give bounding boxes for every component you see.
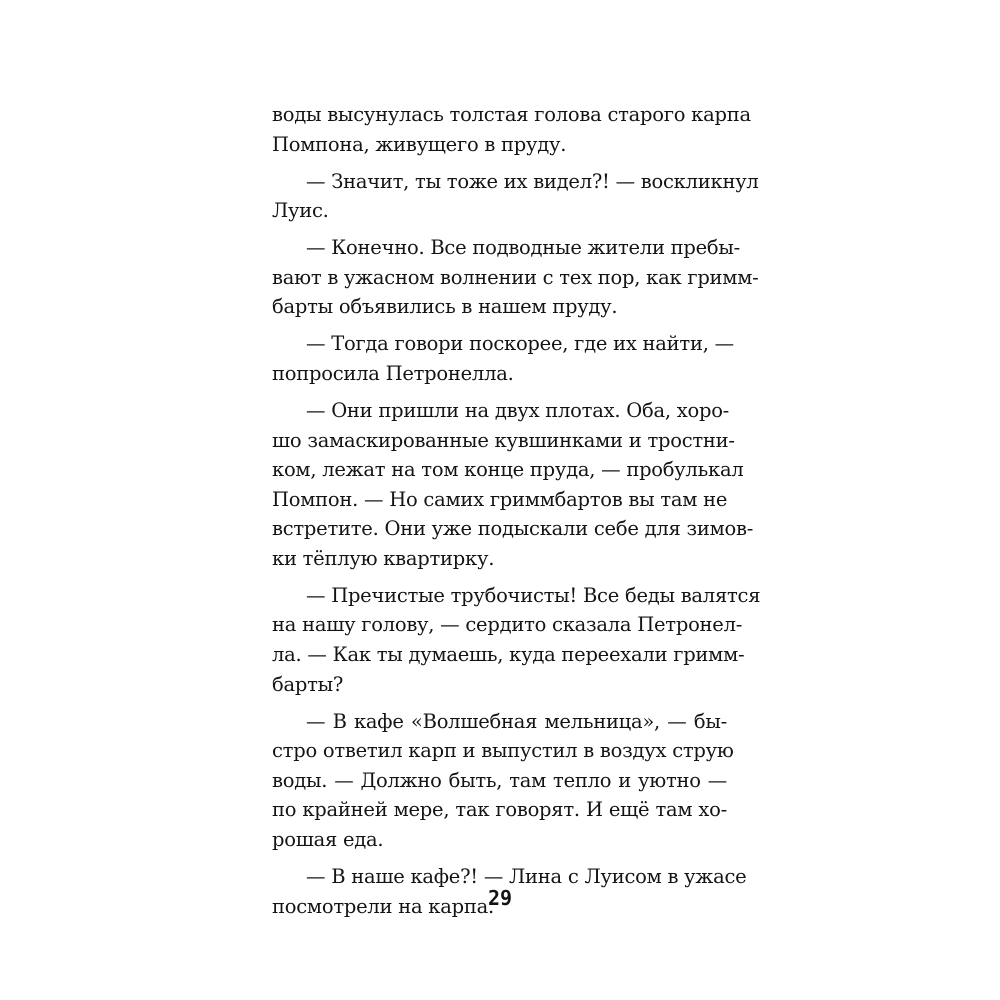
paragraph bbox=[272, 707, 734, 855]
text-line: — В наше кафе?! — Лина с Луисом в ужасе bbox=[306, 864, 747, 888]
paragraph bbox=[272, 100, 751, 159]
paragraph bbox=[272, 581, 761, 699]
page-number: 29 bbox=[487, 886, 513, 910]
text-line: на нашу голову, — сердито сказала Петронел- bbox=[272, 613, 743, 637]
text-line: воды. — Должно быть, там тепло и уютно — bbox=[272, 768, 727, 792]
text-line: барты объявились в нашем пруду. bbox=[272, 295, 618, 319]
text-line: — Они пришли на двух плотах. Оба, хоро- bbox=[306, 398, 730, 422]
text-line: рошая еда. bbox=[272, 828, 384, 851]
text-line: — Конечно. Все подводные жители пребы- bbox=[306, 236, 741, 260]
text-line: ки тёплую квартирку. bbox=[272, 546, 495, 570]
body-text bbox=[272, 100, 761, 921]
text-line: вают в ужасном волнении с тех пор, как гримм- bbox=[272, 265, 759, 289]
text-line: Помпона, живущего в пруду. bbox=[272, 132, 567, 156]
text-line: стро ответил карп и выпустил в воздух струю bbox=[272, 739, 734, 763]
text-line: барты? bbox=[272, 672, 344, 696]
text-line: ком, лежат на том конце пруда, — пробулькал bbox=[272, 458, 744, 482]
text-line: Помпон. — Но самих гриммбартов вы там не bbox=[272, 487, 728, 511]
text-line: — Значит, ты тоже их видел?! — воскликнул bbox=[306, 169, 759, 193]
text-line: воды высунулась толстая голова старого карпа bbox=[272, 103, 751, 126]
text-line: шо замаскированные кувшинками и тростни- bbox=[272, 428, 735, 452]
paragraph bbox=[272, 233, 759, 322]
text-line: — В кафе «Волшебная мельница», — бы- bbox=[306, 709, 727, 733]
text-line: попросила Петронелла. bbox=[272, 361, 514, 385]
text-line: — Пречистые трубочисты! Все беды валятся bbox=[306, 583, 761, 607]
paragraph bbox=[272, 329, 734, 388]
paragraph bbox=[272, 396, 754, 574]
paragraph bbox=[272, 167, 759, 226]
text-line: ла. — Как ты думаешь, куда переехали гримм- bbox=[272, 643, 745, 667]
text-line: встретите. Они уже подыскали себе для зимов- bbox=[272, 517, 754, 541]
text-line: — Тогда говори поскорее, где их найти, — bbox=[306, 332, 734, 356]
text-line: посмотрели на карпа. bbox=[272, 894, 494, 918]
text-line: Луис. bbox=[272, 199, 329, 223]
text-line: по крайней мере, так говорят. И ещё там хо- bbox=[272, 798, 727, 822]
